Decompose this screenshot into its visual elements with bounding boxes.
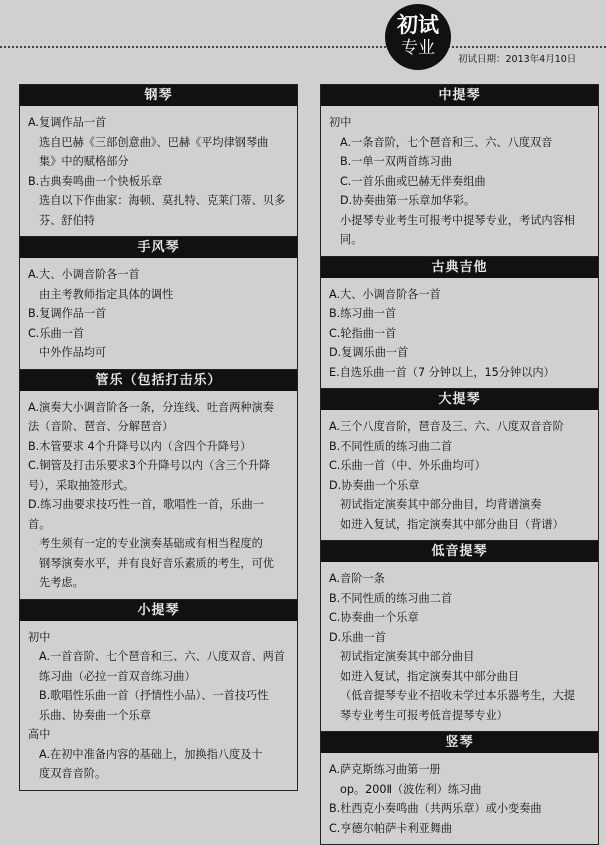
requirement-line: 如进入复试，指定演奏其中部分曲目（背谱）: [340, 517, 564, 531]
requirement-line: A.一首音阶、七个琶音和三、六、八度双音、两首: [39, 650, 285, 663]
requirement-line: D.协奏曲第一乐章加华彩。: [340, 194, 476, 207]
badge-subtitle: 专业: [401, 38, 435, 58]
requirement-line: 法（音阶、琶音、分解琶音）: [28, 420, 174, 433]
section-body: [321, 410, 598, 540]
section-title: 竖琴: [321, 732, 598, 753]
left-column: [19, 84, 298, 791]
section-body: [20, 106, 297, 236]
section-body: [321, 106, 598, 256]
instrument-section: [320, 84, 599, 256]
requirement-line: 考生须有一定的专业演奏基础或有相当程度的: [39, 537, 263, 550]
requirement-line: A.演奏大小调音阶各一条，分连线、吐音两种演奏: [28, 400, 274, 414]
requirement-line: A.一条音阶，七个琶音和三、六、八度双音: [340, 135, 553, 149]
exam-badge: [385, 4, 451, 70]
instrument-section: [19, 369, 298, 599]
requirement-line: C.一首乐曲或巴赫无伴奏组曲: [340, 174, 486, 188]
requirement-line: A.大、小调音阶各一首: [28, 268, 140, 281]
right-column: [320, 84, 599, 845]
section-body: [321, 753, 598, 844]
requirement-line: B.古典奏鸣曲一个快板乐章: [28, 174, 163, 188]
requirement-line: A.三个八度音阶，琶音及三、六、八度双音音阶: [329, 420, 564, 433]
requirement-line: 同。: [340, 233, 363, 246]
section-title: 管乐（包括打击乐）: [20, 370, 297, 391]
requirement-line: A.在初中准备内容的基础上，加换指八度及十: [39, 747, 263, 761]
requirement-line: 初中: [329, 116, 352, 129]
requirement-line: A.复调作品一首: [28, 116, 107, 129]
section-body: [321, 278, 598, 389]
requirement-line: 初试指定演奏其中部分曲目: [340, 650, 475, 663]
instrument-section: [19, 236, 298, 369]
requirement-line: 高中: [28, 728, 51, 741]
requirement-line: D.练习曲要求技巧性一首，歌唱性一首，乐曲一: [28, 498, 264, 511]
requirement-line: C.铜管及打击乐要求3个升降号以内（含三个升降: [28, 459, 271, 472]
requirement-line: B.杜西克小奏鸣曲（共两乐章）或小变奏曲: [329, 802, 542, 815]
requirement-line: D.协奏曲一个乐章: [329, 478, 420, 492]
requirement-line: 琴专业考生可报考低音提琴专业）: [340, 708, 508, 722]
section-body: [20, 621, 297, 790]
requirement-line: C.协奏曲一个乐章: [329, 611, 419, 624]
instrument-section: [19, 84, 298, 236]
requirement-line: 乐曲、协奏曲一个乐章: [39, 708, 151, 722]
requirement-line: B.练习曲一首: [329, 307, 397, 320]
requirement-line: 选自巴赫《三部创意曲》、巴赫《平均律钢琴曲: [39, 135, 269, 149]
requirement-line: B.不同性质的练习曲二首: [329, 591, 453, 605]
requirement-line: B.不同性质的练习曲二首: [329, 439, 453, 453]
section-title: 低音提琴: [321, 541, 598, 562]
requirement-line: （低音提琴专业不招收未学过本乐器考生，大提: [340, 689, 575, 702]
requirement-line: 小提琴专业考生可报考中提琴专业，考试内容相: [340, 213, 575, 227]
requirement-line: A.大、小调音阶各一首: [329, 287, 441, 301]
requirement-line: 选自以下作曲家：海顿、莫扎特、克莱门蒂、贝多: [39, 194, 286, 207]
section-title: 小提琴: [20, 600, 297, 621]
requirement-line: B.一单一双两首练习曲: [340, 155, 452, 168]
section-title: 古典吉他: [321, 257, 598, 278]
requirement-line: B.歌唱性乐曲一首（抒情性小品）、一首技巧性: [39, 689, 269, 702]
requirement-line: A.音阶一条: [329, 572, 385, 585]
requirement-line: 中外作品均可: [39, 346, 107, 359]
requirement-line: 初试指定演奏其中部分曲目，均背谱演奏: [340, 498, 542, 511]
requirement-line: B.木管要求 4个升降号以内（含四个升降号）: [28, 439, 252, 453]
requirement-line: 钢琴演奏水平，并有良好音乐素质的考生，可优: [39, 556, 274, 570]
requirement-line: 集》中的赋格部分: [39, 155, 129, 168]
requirement-line: 由主考教师指定具体的调性: [39, 287, 174, 301]
instrument-section: [320, 388, 599, 540]
instrument-section: [320, 731, 599, 845]
instrument-section: [320, 256, 599, 389]
exam-date: 初试日期：2013年4月10日: [458, 54, 577, 65]
requirement-line: C.乐曲一首: [28, 326, 85, 340]
requirement-line: 如进入复试，指定演奏其中部分曲目: [340, 669, 520, 683]
requirement-line: 号），采取抽签形式。: [28, 478, 135, 492]
requirement-line: D.乐曲一首: [329, 630, 386, 644]
requirement-line: 先考虑。: [39, 576, 84, 589]
requirement-line: 芬、舒伯特: [39, 213, 95, 227]
section-title: 手风琴: [20, 237, 297, 258]
section-body: [321, 562, 598, 731]
requirement-line: 练习曲（必拉一首双音练习曲）: [39, 669, 196, 683]
requirement-line: B.复调作品一首: [28, 307, 107, 320]
requirement-line: C.亨德尔帕萨卡利亚舞曲: [329, 821, 453, 835]
section-body: [20, 391, 297, 599]
requirement-line: C.乐曲一首（中、外乐曲均可）: [329, 459, 486, 472]
instrument-section: [320, 540, 599, 731]
badge-title: 初试: [397, 13, 439, 37]
requirement-line: E.自选乐曲一首（7 分钟以上，15分钟以内）: [329, 365, 555, 379]
section-title: 中提琴: [321, 85, 598, 106]
dotted-divider: [0, 46, 606, 48]
section-title: 钢琴: [20, 85, 297, 106]
requirement-line: 度双音音阶。: [39, 767, 107, 780]
requirement-line: 初中: [28, 630, 51, 644]
requirement-line: 首。: [28, 517, 51, 531]
requirement-line: op。200Ⅱ（波佐利）练习曲: [340, 782, 482, 796]
instrument-section: [19, 599, 298, 791]
section-title: 大提琴: [321, 389, 598, 410]
requirement-line: C.轮指曲一首: [329, 326, 397, 340]
requirement-line: A.萨克斯练习曲第一册: [329, 763, 441, 776]
requirement-line: D.复调乐曲一首: [329, 346, 409, 359]
section-body: [20, 258, 297, 369]
